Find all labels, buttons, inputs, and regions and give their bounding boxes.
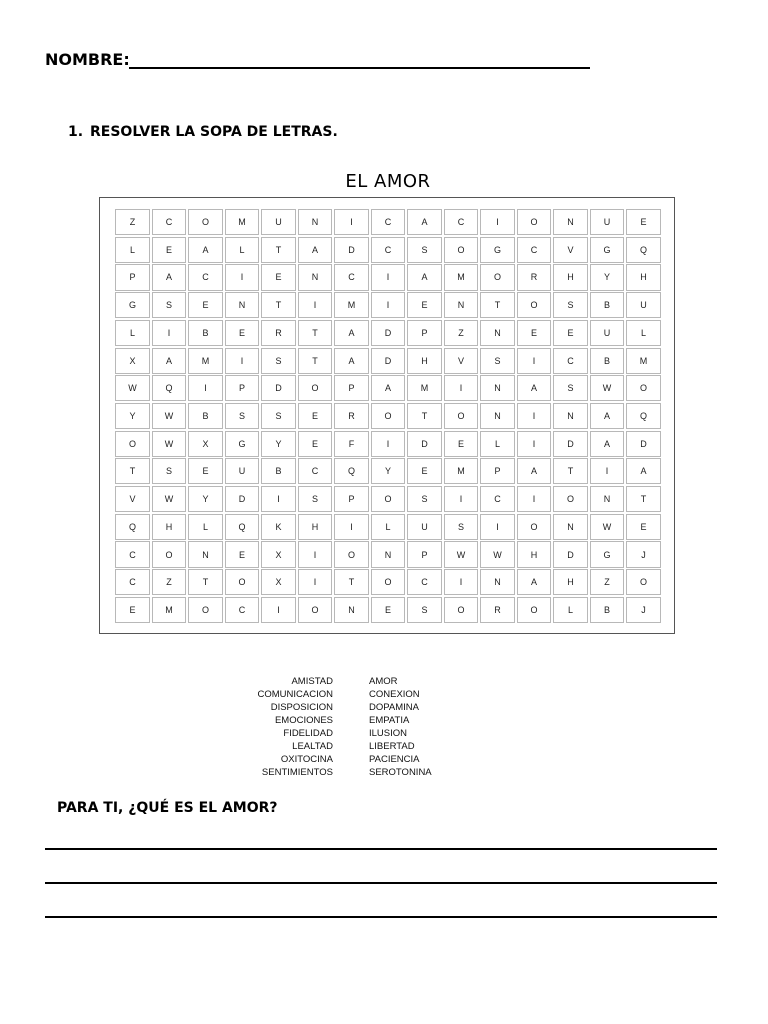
grid-cell[interactable]: W: [590, 514, 625, 540]
grid-cell[interactable]: X: [261, 541, 296, 567]
grid-cell[interactable]: P: [225, 375, 260, 401]
grid-cell[interactable]: I: [371, 264, 406, 290]
grid-cell[interactable]: S: [261, 403, 296, 429]
grid-cell[interactable]: R: [261, 320, 296, 346]
grid-cell[interactable]: C: [334, 264, 369, 290]
grid-cell[interactable]: B: [590, 597, 625, 623]
name-label: NOMBRE:: [45, 50, 130, 69]
word-list-item: CONEXION: [369, 689, 420, 700]
grid-cell[interactable]: G: [480, 237, 515, 263]
grid-cell[interactable]: E: [261, 264, 296, 290]
grid-cell[interactable]: N: [480, 569, 515, 595]
instruction-number: 1.: [68, 124, 84, 140]
grid-cell[interactable]: H: [517, 541, 552, 567]
grid-cell[interactable]: N: [553, 403, 588, 429]
grid-cell[interactable]: I: [480, 514, 515, 540]
word-list-item: COMUNICACION: [257, 689, 333, 700]
grid-cell[interactable]: O: [334, 541, 369, 567]
grid-cell[interactable]: H: [407, 348, 442, 374]
word-list-item: AMISTAD: [291, 676, 333, 687]
grid-cell[interactable]: E: [298, 403, 333, 429]
grid-cell[interactable]: L: [480, 431, 515, 457]
grid-cell[interactable]: O: [444, 237, 479, 263]
grid-cell[interactable]: U: [590, 209, 625, 235]
grid-cell[interactable]: D: [626, 431, 661, 457]
grid-cell[interactable]: Z: [444, 320, 479, 346]
grid-cell[interactable]: U: [225, 458, 260, 484]
grid-cell[interactable]: Y: [115, 403, 150, 429]
grid-cell[interactable]: L: [115, 320, 150, 346]
grid-cell[interactable]: V: [115, 486, 150, 512]
grid-cell[interactable]: Y: [590, 264, 625, 290]
grid-cell[interactable]: N: [480, 403, 515, 429]
grid-cell[interactable]: T: [480, 292, 515, 318]
grid-cell[interactable]: N: [553, 514, 588, 540]
grid-cell[interactable]: C: [188, 264, 223, 290]
grid-cell[interactable]: V: [553, 237, 588, 263]
grid-cell[interactable]: A: [517, 458, 552, 484]
grid-cell[interactable]: O: [371, 569, 406, 595]
grid-cell[interactable]: O: [480, 264, 515, 290]
grid-cell[interactable]: W: [480, 541, 515, 567]
grid-cell[interactable]: O: [225, 569, 260, 595]
grid-cell[interactable]: C: [480, 486, 515, 512]
grid-cell[interactable]: S: [407, 237, 442, 263]
grid-cell[interactable]: M: [188, 348, 223, 374]
grid-cell[interactable]: X: [115, 348, 150, 374]
grid-cell[interactable]: A: [334, 348, 369, 374]
grid-cell[interactable]: S: [225, 403, 260, 429]
grid-cell[interactable]: W: [152, 486, 187, 512]
word-list-item: AMOR: [369, 676, 398, 687]
grid-cell[interactable]: I: [261, 486, 296, 512]
word-list-item: PACIENCIA: [369, 754, 420, 765]
grid-cell[interactable]: C: [152, 209, 187, 235]
grid-cell[interactable]: I: [444, 569, 479, 595]
grid-cell[interactable]: M: [152, 597, 187, 623]
grid-cell[interactable]: T: [334, 569, 369, 595]
grid-cell[interactable]: T: [553, 458, 588, 484]
grid-cell[interactable]: B: [188, 320, 223, 346]
word-search-grid[interactable]: [115, 209, 661, 623]
grid-cell[interactable]: D: [553, 541, 588, 567]
grid-cell[interactable]: S: [480, 348, 515, 374]
grid-cell[interactable]: J: [626, 597, 661, 623]
word-list-item: ILUSION: [369, 728, 408, 739]
grid-cell[interactable]: L: [626, 320, 661, 346]
grid-cell[interactable]: A: [626, 458, 661, 484]
grid-cell[interactable]: O: [152, 541, 187, 567]
grid-cell[interactable]: W: [115, 375, 150, 401]
grid-cell[interactable]: T: [261, 237, 296, 263]
grid-cell[interactable]: H: [152, 514, 187, 540]
grid-cell[interactable]: I: [261, 597, 296, 623]
word-list-item: LIBERTAD: [369, 741, 415, 752]
grid-cell[interactable]: N: [371, 541, 406, 567]
grid-cell[interactable]: M: [444, 264, 479, 290]
grid-cell[interactable]: E: [188, 458, 223, 484]
grid-cell[interactable]: O: [517, 209, 552, 235]
grid-cell[interactable]: E: [517, 320, 552, 346]
grid-cell[interactable]: S: [261, 348, 296, 374]
grid-cell[interactable]: Q: [626, 403, 661, 429]
grid-cell[interactable]: O: [626, 375, 661, 401]
grid-cell[interactable]: S: [553, 292, 588, 318]
grid-cell[interactable]: E: [407, 458, 442, 484]
grid-cell[interactable]: T: [626, 486, 661, 512]
grid-cell[interactable]: A: [517, 375, 552, 401]
grid-cell[interactable]: M: [334, 292, 369, 318]
grid-cell[interactable]: L: [188, 514, 223, 540]
grid-cell[interactable]: C: [517, 237, 552, 263]
grid-cell[interactable]: E: [225, 320, 260, 346]
grid-cell[interactable]: Q: [115, 514, 150, 540]
grid-cell[interactable]: J: [626, 541, 661, 567]
grid-cell[interactable]: L: [225, 237, 260, 263]
word-list-item: EMPATIA: [369, 715, 410, 726]
word-list-item: DOPAMINA: [369, 702, 419, 713]
grid-cell[interactable]: N: [480, 375, 515, 401]
grid-cell[interactable]: H: [553, 569, 588, 595]
grid-cell[interactable]: I: [517, 403, 552, 429]
answer-line[interactable]: [45, 848, 717, 850]
grid-cell[interactable]: A: [298, 237, 333, 263]
grid-cell[interactable]: W: [152, 431, 187, 457]
name-line[interactable]: [129, 67, 590, 69]
grid-cell[interactable]: E: [225, 541, 260, 567]
grid-cell[interactable]: K: [261, 514, 296, 540]
grid-cell[interactable]: M: [444, 458, 479, 484]
grid-cell[interactable]: O: [188, 209, 223, 235]
grid-cell[interactable]: N: [298, 264, 333, 290]
grid-cell[interactable]: Y: [261, 431, 296, 457]
grid-cell[interactable]: O: [444, 403, 479, 429]
grid-cell[interactable]: Q: [152, 375, 187, 401]
grid-cell[interactable]: C: [371, 209, 406, 235]
grid-cell[interactable]: Y: [188, 486, 223, 512]
grid-cell[interactable]: E: [407, 292, 442, 318]
grid-cell[interactable]: O: [371, 403, 406, 429]
grid-cell[interactable]: I: [334, 209, 369, 235]
grid-cell[interactable]: A: [152, 348, 187, 374]
grid-cell[interactable]: Z: [590, 569, 625, 595]
grid-cell[interactable]: C: [444, 209, 479, 235]
word-list-left: [200, 675, 333, 779]
grid-cell[interactable]: A: [590, 431, 625, 457]
grid-cell[interactable]: U: [626, 292, 661, 318]
grid-cell[interactable]: B: [261, 458, 296, 484]
grid-cell[interactable]: T: [298, 320, 333, 346]
grid-cell[interactable]: S: [152, 458, 187, 484]
grid-cell[interactable]: V: [444, 348, 479, 374]
grid-cell[interactable]: O: [553, 486, 588, 512]
grid-cell[interactable]: G: [115, 292, 150, 318]
grid-cell[interactable]: S: [152, 292, 187, 318]
grid-cell[interactable]: N: [480, 320, 515, 346]
grid-cell[interactable]: D: [553, 431, 588, 457]
grid-cell[interactable]: O: [517, 514, 552, 540]
grid-cell[interactable]: I: [444, 375, 479, 401]
grid-cell[interactable]: E: [626, 514, 661, 540]
grid-cell[interactable]: L: [371, 514, 406, 540]
grid-cell[interactable]: A: [188, 237, 223, 263]
grid-cell[interactable]: I: [371, 292, 406, 318]
grid-cell[interactable]: Q: [334, 458, 369, 484]
grid-cell[interactable]: G: [590, 541, 625, 567]
grid-cell[interactable]: C: [115, 569, 150, 595]
grid-cell[interactable]: E: [553, 320, 588, 346]
question: PARA TI, ¿QUÉ ES EL AMOR?: [57, 800, 278, 816]
grid-cell[interactable]: I: [225, 264, 260, 290]
grid-cell[interactable]: I: [517, 486, 552, 512]
word-list-item: SENTIMIENTOS: [261, 767, 333, 778]
grid-cell[interactable]: O: [371, 486, 406, 512]
grid-cell[interactable]: I: [444, 486, 479, 512]
grid-cell[interactable]: D: [407, 431, 442, 457]
grid-cell[interactable]: C: [371, 237, 406, 263]
grid-cell[interactable]: D: [371, 320, 406, 346]
grid-cell[interactable]: R: [517, 264, 552, 290]
grid-cell[interactable]: I: [298, 541, 333, 567]
grid-cell[interactable]: I: [225, 348, 260, 374]
word-list-item: OXITOCINA: [280, 754, 333, 765]
grid-cell[interactable]: D: [371, 348, 406, 374]
word-list-right: [369, 675, 519, 779]
grid-cell[interactable]: O: [115, 431, 150, 457]
grid-cell[interactable]: X: [261, 569, 296, 595]
grid-cell[interactable]: N: [188, 541, 223, 567]
word-list-item: DISPOSICION: [270, 702, 333, 713]
grid-cell[interactable]: W: [590, 375, 625, 401]
grid-cell[interactable]: I: [298, 569, 333, 595]
grid-cell[interactable]: P: [115, 264, 150, 290]
grid-cell[interactable]: S: [407, 597, 442, 623]
grid-cell[interactable]: N: [553, 209, 588, 235]
grid-cell[interactable]: T: [298, 348, 333, 374]
grid-cell[interactable]: C: [225, 597, 260, 623]
grid-cell[interactable]: I: [480, 209, 515, 235]
grid-cell[interactable]: O: [298, 597, 333, 623]
instruction: [68, 124, 338, 140]
grid-cell[interactable]: X: [188, 431, 223, 457]
grid-cell[interactable]: E: [115, 597, 150, 623]
grid-cell[interactable]: I: [590, 458, 625, 484]
grid-cell[interactable]: P: [480, 458, 515, 484]
grid-cell[interactable]: E: [152, 237, 187, 263]
grid-cell[interactable]: D: [225, 486, 260, 512]
grid-cell[interactable]: Y: [371, 458, 406, 484]
grid-cell[interactable]: T: [261, 292, 296, 318]
grid-cell[interactable]: P: [407, 541, 442, 567]
grid-cell[interactable]: Q: [225, 514, 260, 540]
grid-cell[interactable]: W: [444, 541, 479, 567]
grid-cell[interactable]: P: [334, 486, 369, 512]
grid-cell[interactable]: N: [298, 209, 333, 235]
grid-cell[interactable]: A: [407, 264, 442, 290]
grid-cell[interactable]: T: [407, 403, 442, 429]
grid-cell[interactable]: M: [407, 375, 442, 401]
word-list-item: SEROTONINA: [369, 767, 432, 778]
grid-cell[interactable]: G: [590, 237, 625, 263]
grid-cell[interactable]: S: [298, 486, 333, 512]
grid-cell[interactable]: Z: [115, 209, 150, 235]
grid-cell[interactable]: C: [407, 569, 442, 595]
grid-cell[interactable]: M: [225, 209, 260, 235]
word-list-item: FIDELIDAD: [283, 728, 333, 739]
grid-cell[interactable]: F: [334, 431, 369, 457]
grid-cell[interactable]: O: [298, 375, 333, 401]
grid-cell[interactable]: O: [444, 597, 479, 623]
grid-cell[interactable]: I: [371, 431, 406, 457]
grid-cell[interactable]: P: [334, 375, 369, 401]
grid-cell[interactable]: E: [444, 431, 479, 457]
grid-cell[interactable]: A: [590, 403, 625, 429]
grid-cell[interactable]: Z: [152, 569, 187, 595]
puzzle-title: EL AMOR: [345, 171, 431, 192]
grid-cell[interactable]: E: [188, 292, 223, 318]
grid-cell[interactable]: N: [225, 292, 260, 318]
grid-cell[interactable]: O: [517, 597, 552, 623]
grid-cell[interactable]: T: [115, 458, 150, 484]
grid-cell[interactable]: E: [371, 597, 406, 623]
grid-cell[interactable]: H: [298, 514, 333, 540]
grid-cell[interactable]: B: [590, 348, 625, 374]
grid-cell[interactable]: M: [626, 348, 661, 374]
grid-cell[interactable]: C: [553, 348, 588, 374]
grid-cell[interactable]: S: [553, 375, 588, 401]
grid-cell[interactable]: N: [590, 486, 625, 512]
grid-cell[interactable]: I: [334, 514, 369, 540]
grid-cell[interactable]: S: [444, 514, 479, 540]
grid-cell[interactable]: S: [407, 486, 442, 512]
grid-cell[interactable]: A: [517, 569, 552, 595]
grid-cell[interactable]: G: [225, 431, 260, 457]
grid-cell[interactable]: A: [407, 209, 442, 235]
grid-cell[interactable]: N: [444, 292, 479, 318]
grid-cell[interactable]: U: [261, 209, 296, 235]
grid-cell[interactable]: E: [626, 209, 661, 235]
grid-cell[interactable]: T: [188, 569, 223, 595]
grid-cell[interactable]: U: [407, 514, 442, 540]
grid-cell[interactable]: E: [298, 431, 333, 457]
answer-line[interactable]: [45, 882, 717, 884]
grid-cell[interactable]: W: [152, 403, 187, 429]
grid-cell[interactable]: I: [152, 320, 187, 346]
grid-cell[interactable]: Q: [626, 237, 661, 263]
grid-cell[interactable]: O: [517, 292, 552, 318]
grid-cell[interactable]: B: [590, 292, 625, 318]
grid-cell[interactable]: I: [188, 375, 223, 401]
grid-cell[interactable]: U: [590, 320, 625, 346]
grid-cell[interactable]: I: [298, 292, 333, 318]
word-list-item: EMOCIONES: [274, 715, 333, 726]
grid-cell[interactable]: N: [334, 597, 369, 623]
grid-cell[interactable]: D: [261, 375, 296, 401]
grid-cell[interactable]: I: [517, 431, 552, 457]
grid-cell[interactable]: R: [334, 403, 369, 429]
instruction-text: RESOLVER LA SOPA DE LETRAS.: [90, 124, 338, 140]
grid-cell[interactable]: R: [480, 597, 515, 623]
answer-line[interactable]: [45, 916, 717, 918]
grid-cell[interactable]: B: [188, 403, 223, 429]
grid-cell[interactable]: H: [626, 264, 661, 290]
grid-cell[interactable]: D: [334, 237, 369, 263]
grid-cell[interactable]: I: [517, 348, 552, 374]
grid-cell[interactable]: O: [188, 597, 223, 623]
grid-cell[interactable]: P: [407, 320, 442, 346]
grid-cell[interactable]: C: [298, 458, 333, 484]
grid-cell[interactable]: L: [553, 597, 588, 623]
grid-cell[interactable]: C: [115, 541, 150, 567]
grid-cell[interactable]: A: [152, 264, 187, 290]
word-list-item: LEALTAD: [292, 741, 333, 752]
grid-cell[interactable]: L: [115, 237, 150, 263]
grid-cell[interactable]: H: [553, 264, 588, 290]
grid-cell[interactable]: A: [371, 375, 406, 401]
grid-cell[interactable]: A: [334, 320, 369, 346]
grid-cell[interactable]: O: [626, 569, 661, 595]
